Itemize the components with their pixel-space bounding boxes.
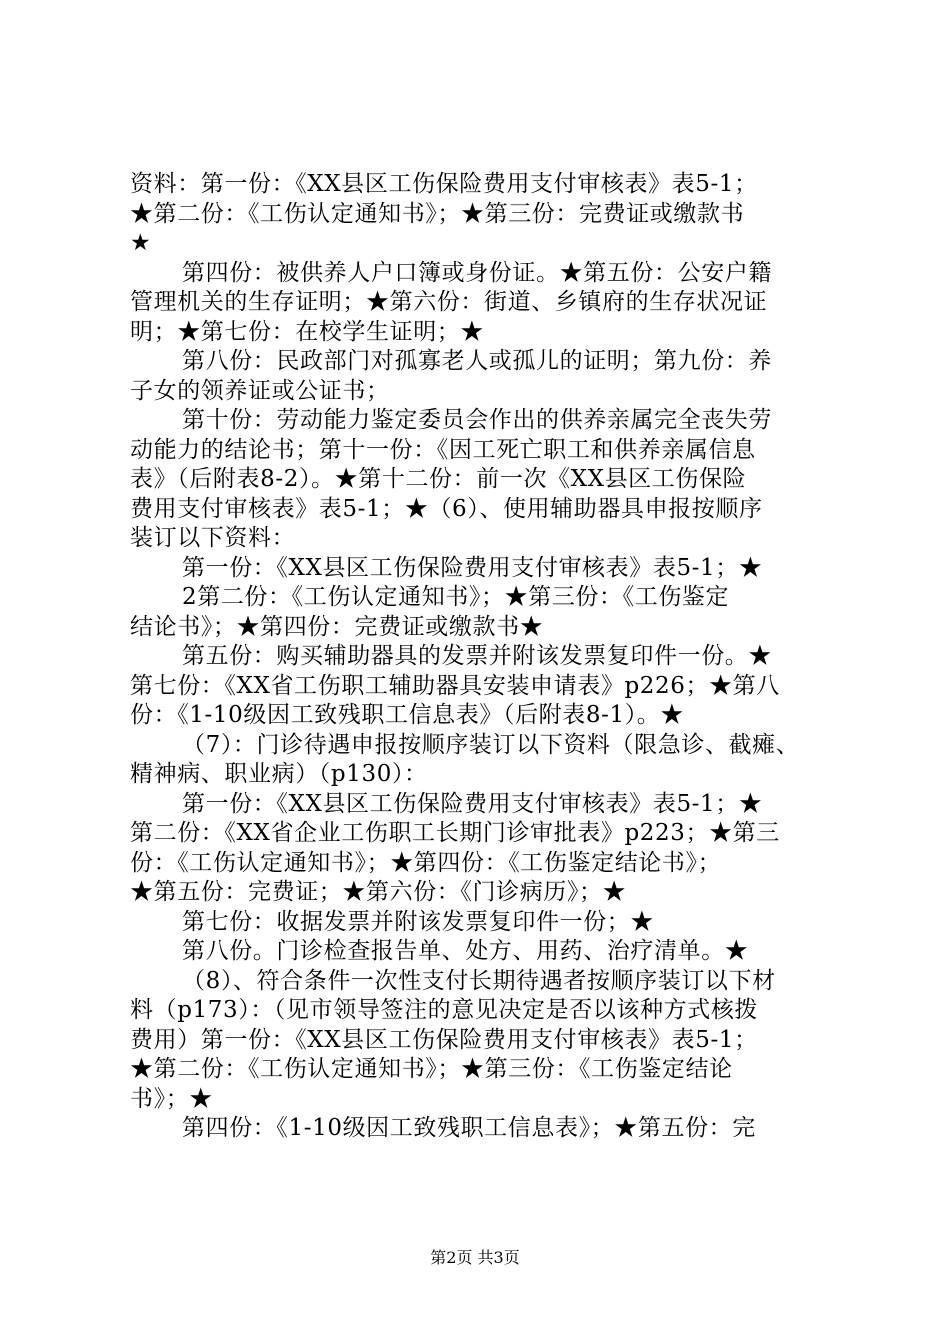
text-line: 表》（后附表8-2）。★第十二份：前一次《XX县区工伤保险 xyxy=(130,466,747,492)
text-line: 管理机关的生存证明；★第六份：街道、乡镇府的生存状况证 xyxy=(130,289,768,315)
text-line: （7）：门诊待遇申报按顺序装订以下资料（限急诊、截瘫、 xyxy=(182,731,800,758)
text-line: 第一份：《XX县区工伤保险费用支付审核表》表5-1；★ xyxy=(182,554,763,581)
text-line: （8）、符合条件一次性支付长期待遇者按顺序装订以下材 xyxy=(182,967,776,994)
text-line: 第四份：被供养人户口簿或身份证。★第五份：公安户籍 xyxy=(182,259,772,286)
text-line: 明；★第七份：在校学生证明；★ xyxy=(130,318,484,345)
text-line: 精神病、职业病）（p130）： xyxy=(130,761,428,787)
text-line: 费用支付审核表》表5-1；★（6）、使用辅助器具申报按顺序 xyxy=(130,495,763,522)
text-line: ★ xyxy=(130,230,152,256)
text-line: 第五份：购买辅助器具的发票并附该发票复印件一份。★ xyxy=(182,643,772,669)
text-line: 费用）第一份：《XX县区工伤保险费用支付审核表》表5-1； xyxy=(130,1026,758,1053)
text-line: 动能力的结论书；第十一份：《因工死亡职工和供养亲属信息 xyxy=(130,436,756,463)
text-line: 结论书》；★第四份：完费证或缴款书★ xyxy=(130,613,544,640)
text-line: 第十份：劳动能力鉴定委员会作出的供养亲属完全丧失劳 xyxy=(182,407,772,433)
text-line: 子女的领养证或公证书； xyxy=(130,377,390,404)
text-line: 第八份：民政部门对孤寡老人或孤儿的证明；第九份：养 xyxy=(182,348,772,374)
text-line: 第二份：《XX省企业工伤职工长期门诊审批表》p223；★第三 xyxy=(130,820,780,846)
document-body xyxy=(130,170,830,1144)
text-line: ★第二份：《工伤认定通知书》；★第三份：《工伤鉴定结论 xyxy=(130,1056,733,1082)
text-line: 资料：第一份：《XX县区工伤保险费用支付审核表》表5-1； xyxy=(130,171,758,197)
text-line: 书》；★ xyxy=(130,1085,213,1112)
text-line: 料（p173）：（见市领导签注的意见决定是否以该种方式核拨 xyxy=(130,997,759,1023)
text-line: 装订以下资料： xyxy=(130,525,296,551)
text-line: 第七份：收据发票并附该发票复印件一份；★ xyxy=(182,908,654,935)
text-line: 份：《1-10级因工致残职工信息表》（后附表8-1）。★ xyxy=(130,702,685,728)
text-line: 份：《工伤认定通知书》；★第四份：《工伤鉴定结论书》； xyxy=(130,849,722,876)
text-line: 2第二份：《工伤认定通知书》；★第三份：《工伤鉴定 xyxy=(182,584,730,610)
text-line: ★第五份：完费证；★第六份：《门诊病历》；★ xyxy=(130,879,627,905)
page-footer: 第2页 共3页 xyxy=(430,1248,520,1267)
text-line: 第一份：《XX县区工伤保险费用支付审核表》表5-1；★ xyxy=(182,790,763,817)
text-line: 第八份。门诊检查报告单、处方、用药、治疗清单。★ xyxy=(182,938,749,964)
text-line: 第七份：《XX省工伤职工辅助器具安装申请表》p226；★第八 xyxy=(130,672,780,699)
text-line: 第四份：《1-10级因工致残职工信息表》；★第五份：完 xyxy=(182,1115,756,1141)
text-line: ★第二份：《工伤认定通知书》；★第三份：完费证或缴款书 xyxy=(130,200,745,227)
